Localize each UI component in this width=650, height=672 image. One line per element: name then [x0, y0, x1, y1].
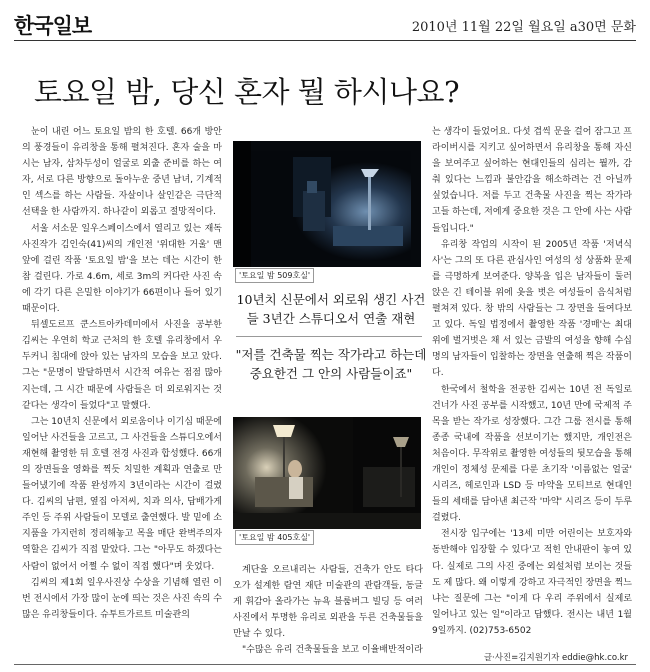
newspaper-logo: 한국일보	[14, 14, 92, 38]
paragraph: 유리창 작업의 시작이 된 2005년 작품 '저녁식사'는 그의 또 다른 관심사인 여성의 성 상품화 문제를 극명하게 보여준다. 양복을 입은 남자들이 둘러 앉은 긴 테이블 위에 옷을 벗은 여성들이 음식처럼 펼쳐져 있다. 창 밖의 사람들는 그 장면을 들여다보고 있다. 독일 법정에서 촬영한 작품 '경매'는 최대 위에 벌거벗은 채 서 있는 금발의 여성을 향해 수십 명의 남자들이 입찰하는 장면을 연출해 찍은 작품이다.	[432, 239, 632, 379]
paragraph: 계단을 오르내리는 사람들, 건축가 안도 타다오가 설계한 람연 재단 미술관의 관람객들, 동글게 휘감아 올라가는 뉴욕 블룸버그 빌딩 등 여러 사진에서 투명한 유리로 외관을 두른 건축물들을 만날 수 있다.	[233, 565, 423, 640]
photo-room-405	[233, 417, 421, 529]
pull-quote: "저를 건축물 찍는 작가라고 하는데 중요한건 그 안의 사람들이죠"	[235, 347, 427, 381]
paragraph: "수많은 유리 건축물들을 보고 이율배반적이라	[242, 645, 423, 656]
article-column-right	[432, 124, 632, 636]
paragraph: 서울 서소문 일우스페이스에서 열리고 있는 재독 사진작가 김인숙(41)씨의 개인전 '위대한 거울' 맨 앞에 걸린 작품 '토요일 밤'을 보는 데는 시간이 한참 걸린다. 가로 4.6m, 세로 3m의 커다란 사진 속에 각기 다른 은밀한 이야기가 66편이나 들어 있기 때문이다.	[22, 223, 222, 315]
paragraph: 눈이 내린 어느 토요일 밤의 한 호텔. 66개 방안의 풍경들이 유리창을 통해 펼쳐진다. 혼자 술을 마시는 남자, 삼차두성이 얼굴로 외출 준비를 하는 여자, 서로 다른 방향으로 돌아누운 중년 남녀, 기계적인 섹스를 하는 사람들. 자살이나 살인같은 극단적 선택을 한 사람까지. 하나같이 외롭고 절망적이다.	[22, 127, 222, 218]
photo-caption: '토요일 밤 405호실'	[235, 530, 314, 545]
byline: 글·사진=김지원기자 eddie@hk.co.kr	[483, 653, 628, 663]
photo-room-509	[233, 141, 421, 267]
article-headline: 토요일 밤, 당신 혼자 뭘 하시나요?	[34, 75, 460, 109]
paragraph: 뒤셀도르프 쿤스트아카데미에서 사진을 공부한 김씨는 우연히 학교 근처의 한 호텔 유리창에서 우두커니 침대에 앉아 있는 남자의 모습을 보고 았다. 그는 "문명이 발달하면서 시간적 여유는 점점 많아지는데, 그 시간 때문에 사람들은 더 외로워지는 것 같다는 생각이 들었다"고 말했다.	[22, 320, 222, 411]
article-column-middle	[233, 562, 423, 654]
divider	[236, 336, 422, 337]
photo-room-509-image	[233, 141, 421, 267]
paragraph: 그는 10년치 신문에서 외로움이나 이기심 때문에 일어난 사건들을 고르고, 그 사건들을 스튜디오에서 재현해 촬영한 뒤 호텔 전경 사진과 합성했다. 66개의 장면들을 영화를 찍듯 치밀한 계획과 연출로 만들어냈기에 작품 완성까지 3년이라는 시간이 걸렸다. 김씨의 남편, 옆집 아저씨, 치과 의사, 답배가게 주인 등 주위 사람들이 모델로 출연했다. 발 밑에 소지품을 가지런히 정리해놓고 목을 매단 완벽주의자 역할은 김씨가 직접 맡았다. 그는 "아무도 하겠다는 사람이 없어서 어쩔 수 없이 직접 했다"며 웃었다.	[22, 416, 222, 572]
paragraph: 한국에서 철학을 전공한 김씨는 10년 전 독일로 건너가 사진 공부를 시작했고, 10년 만에 국제적 주목을 받는 작가로 성장했다. 그간 그룹 전시를 통해 종종 국내에 작품을 선보이기는 했지만, 개인전은 처음이다. 무작위로 촬영한 여성들의 뒷모습을 통해 개인이 정체성 문제를 다룬 초기작 '이름없는 얼굴' 시리즈, 헤로인과 LSD 등 마약을 모티브로 현대인들의 세태를 담아낸 최근작 '마약' 시리즈 등이 두루 걸렸다.	[432, 384, 632, 524]
paragraph: 전시장 입구에는 '13세 미만 어린이는 보호자와 동반해야 입장할 수 있다'고 적힌 안내판이 놓여 있다. 실제로 그의 사진 중에는 외설처럼 보이는 것들도 제 많다. 왜 이렇게 강하고 자극적인 장면을 찍느냐는 질문에 그는 "이게 다 우리 주위에서 실제로 일어나고 있는 일"이라고 답했다. 전시는 내년 1월 9일까지. (02)753-6502	[432, 529, 632, 636]
photo-caption: '토요일 밤 509호실'	[235, 268, 314, 283]
article-column-left	[22, 124, 222, 652]
bottom-rule	[14, 664, 636, 665]
paragraph: 김씨의 제1회 일우사진상 수상을 기념해 열린 이번 전시에서 가장 많이 눈에 띄는 것은 사진 속의 수많은 유리창들이다. 슈투트가르트 미술관의	[22, 577, 222, 620]
top-rule	[14, 40, 636, 41]
paragraph: 는 생각이 들었어요. 다섯 겹씩 문을 걸어 잠그고 프라이버시를 지키고 싶어하면서 유리창을 통해 자신을 보여주고 싶어하는 현대인들의 심리는 뭘까, 감춰 있다는 느낌과 불안감을 해소하려는 건 아닐까 싶었습니다. 저를 두고 건축물 사진을 찍는 작가라고들 하는데, 저에게 중요한 것은 그 안에 사는 사람들입니다."	[432, 127, 632, 234]
photo-room-405-image	[233, 417, 421, 529]
article-subhead: 10년치 신문에서 외로워 생긴 사건들 3년간 스튜디오서 연출 재현	[236, 292, 426, 326]
dateline: 2010년 11월 22일 월요일 a30면 문화	[411, 20, 636, 35]
